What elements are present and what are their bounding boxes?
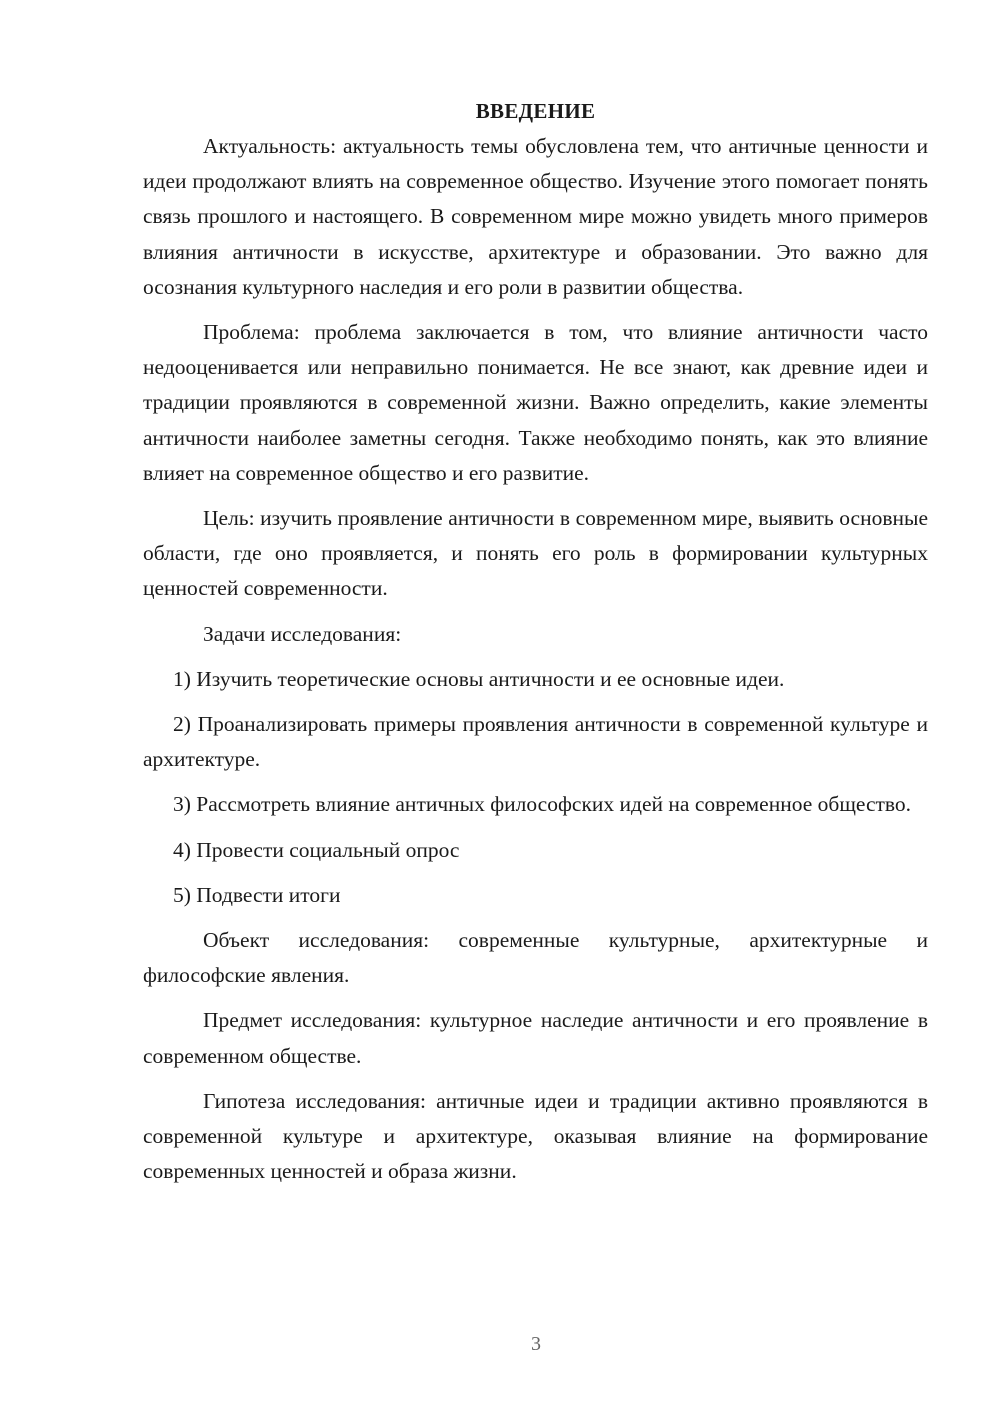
task-item-1: 1) Изучить теоретические основы античности и ее основные идеи. [173, 666, 785, 691]
task-item-5: 5) Подвести итоги [173, 882, 341, 907]
relevance-paragraph: Актуальность: актуальность темы обусловлена тем, что античные ценности и идеи продолжают влиять на современное общество. Изучение этого помогает понять связь прошлого и настоящего. В современном мире можно увидеть много примеров влияния античности в искусстве, архитектуре и образовании. Это важно для осознания культурного наследия и его роли в развитии общества. [143, 134, 928, 299]
object-paragraph: Объект исследования: современные культурные, архитектурные и философские явления. [143, 928, 928, 988]
page-number: 3 [531, 1333, 541, 1355]
tasks-intro: Задачи исследования: [203, 621, 402, 646]
subject-paragraph: Предмет исследования: культурное наследие античности и его проявление в современном обществе. [143, 1008, 928, 1068]
document-page [143, 96, 928, 1189]
task-item-4: 4) Провести социальный опрос [173, 837, 460, 862]
goal-paragraph: Цель: изучить проявление античности в современном мире, выявить основные области, где оно проявляется, и понять его роль в формировании культурных ценностей современности. [143, 506, 928, 601]
hypothesis-paragraph: Гипотеза исследования: античные идеи и традиции активно проявляются в современной культуре и архитектуре, оказывая влияние на формирование современных ценностей и образа жизни. [143, 1088, 928, 1184]
section-heading: ВВЕДЕНИЕ [475, 99, 596, 123]
task-item-3: 3) Рассмотреть влияние античных философских идей на современное общество. [173, 792, 912, 817]
task-item-2: 2) Проанализировать примеры проявления античности в современной культуре и архитектуре. [143, 712, 928, 772]
problem-paragraph: Проблема: проблема заключается в том, что влияние античности часто недооценивается или неправильно понимается. Не все знают, как древние идеи и традиции проявляются в современной жизни. Важно определить, какие элементы античности наиболее заметны сегодня. Также необходимо понять, как это влияние влияет на современное общество и его развитие. [143, 320, 928, 485]
